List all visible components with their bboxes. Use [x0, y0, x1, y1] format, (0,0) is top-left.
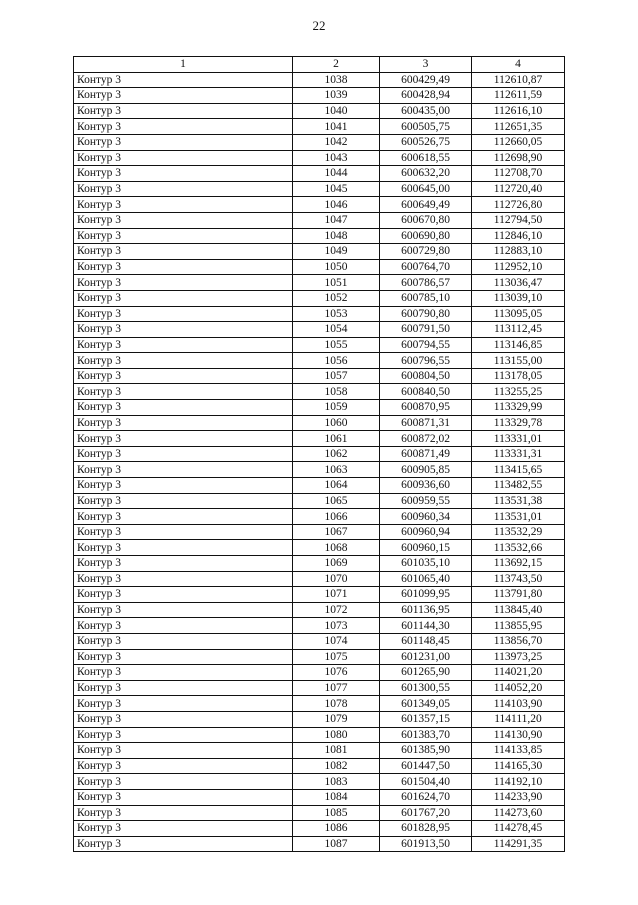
y-coordinate-cell: 114165,30 [472, 758, 565, 774]
y-coordinate-cell: 113532,29 [472, 524, 565, 540]
point-number-cell: 1063 [293, 462, 380, 478]
contour-name-cell: Контур 3 [74, 602, 293, 618]
contour-name-cell: Контур 3 [74, 836, 293, 852]
x-coordinate-cell: 601035,10 [380, 556, 472, 572]
table-row [74, 571, 565, 587]
table-row [74, 228, 565, 244]
table-row [74, 556, 565, 572]
y-coordinate-cell: 113331,01 [472, 431, 565, 447]
point-number-cell: 1038 [293, 72, 380, 88]
x-coordinate-cell: 600649,49 [380, 197, 472, 213]
table-row [74, 805, 565, 821]
point-number-cell: 1082 [293, 758, 380, 774]
table-row [74, 244, 565, 260]
column-header-2: 2 [293, 57, 380, 73]
contour-name-cell: Контур 3 [74, 134, 293, 150]
x-coordinate-cell: 600790,80 [380, 306, 472, 322]
contour-name-cell: Контур 3 [74, 259, 293, 275]
table-row [74, 696, 565, 712]
x-coordinate-cell: 601065,40 [380, 571, 472, 587]
table-row [74, 337, 565, 353]
y-coordinate-cell: 114052,20 [472, 680, 565, 696]
column-header-4: 4 [472, 57, 565, 73]
table-row [74, 368, 565, 384]
x-coordinate-cell: 601624,70 [380, 789, 472, 805]
y-coordinate-cell: 113178,05 [472, 368, 565, 384]
table-row [74, 665, 565, 681]
table-row [74, 727, 565, 743]
table-row [74, 415, 565, 431]
x-coordinate-cell: 601099,95 [380, 587, 472, 603]
table-row [74, 400, 565, 416]
x-coordinate-cell: 601828,95 [380, 821, 472, 837]
contour-name-cell: Контур 3 [74, 400, 293, 416]
y-coordinate-cell: 114130,90 [472, 727, 565, 743]
x-coordinate-cell: 600794,55 [380, 337, 472, 353]
x-coordinate-cell: 600786,57 [380, 275, 472, 291]
point-number-cell: 1064 [293, 478, 380, 494]
y-coordinate-cell: 113095,05 [472, 306, 565, 322]
x-coordinate-cell: 600804,50 [380, 368, 472, 384]
y-coordinate-cell: 112720,40 [472, 181, 565, 197]
table-row [74, 290, 565, 306]
point-number-cell: 1056 [293, 353, 380, 369]
y-coordinate-cell: 113855,95 [472, 618, 565, 634]
y-coordinate-cell: 113482,55 [472, 478, 565, 494]
x-coordinate-cell: 600785,10 [380, 290, 472, 306]
table-row [74, 166, 565, 182]
table-row [74, 446, 565, 462]
y-coordinate-cell: 113845,40 [472, 602, 565, 618]
x-coordinate-cell: 601767,20 [380, 805, 472, 821]
table-row [74, 353, 565, 369]
x-coordinate-cell: 601144,30 [380, 618, 472, 634]
x-coordinate-cell: 600905,85 [380, 462, 472, 478]
point-number-cell: 1080 [293, 727, 380, 743]
contour-name-cell: Контур 3 [74, 306, 293, 322]
contour-name-cell: Контур 3 [74, 462, 293, 478]
x-coordinate-cell: 600959,55 [380, 493, 472, 509]
contour-name-cell: Контур 3 [74, 540, 293, 556]
contour-name-cell: Контур 3 [74, 493, 293, 509]
point-number-cell: 1085 [293, 805, 380, 821]
x-coordinate-cell: 600871,49 [380, 446, 472, 462]
table-row [74, 478, 565, 494]
y-coordinate-cell: 113856,70 [472, 633, 565, 649]
contour-name-cell: Контур 3 [74, 197, 293, 213]
x-coordinate-cell: 600840,50 [380, 384, 472, 400]
table-row [74, 197, 565, 213]
y-coordinate-cell: 112611,59 [472, 88, 565, 104]
table-row [74, 322, 565, 338]
x-coordinate-cell: 600632,20 [380, 166, 472, 182]
point-number-cell: 1046 [293, 197, 380, 213]
table-row [74, 758, 565, 774]
contour-name-cell: Контур 3 [74, 181, 293, 197]
y-coordinate-cell: 113331,31 [472, 446, 565, 462]
contour-name-cell: Контур 3 [74, 587, 293, 603]
table-row [74, 774, 565, 790]
x-coordinate-cell: 601504,40 [380, 774, 472, 790]
point-number-cell: 1086 [293, 821, 380, 837]
y-coordinate-cell: 112651,35 [472, 119, 565, 135]
x-coordinate-cell: 601136,95 [380, 602, 472, 618]
table-row [74, 306, 565, 322]
contour-name-cell: Контур 3 [74, 322, 293, 338]
contour-name-cell: Контур 3 [74, 649, 293, 665]
table-row [74, 789, 565, 805]
point-number-cell: 1073 [293, 618, 380, 634]
contour-name-cell: Контур 3 [74, 509, 293, 525]
y-coordinate-cell: 114103,90 [472, 696, 565, 712]
x-coordinate-cell: 601148,45 [380, 633, 472, 649]
x-coordinate-cell: 601385,90 [380, 743, 472, 759]
table-row [74, 181, 565, 197]
point-number-cell: 1076 [293, 665, 380, 681]
x-coordinate-cell: 600670,80 [380, 212, 472, 228]
point-number-cell: 1055 [293, 337, 380, 353]
contour-name-cell: Контур 3 [74, 571, 293, 587]
x-coordinate-cell: 600435,00 [380, 103, 472, 119]
x-coordinate-cell: 600936,60 [380, 478, 472, 494]
y-coordinate-cell: 114233,90 [472, 789, 565, 805]
point-number-cell: 1060 [293, 415, 380, 431]
x-coordinate-cell: 600764,70 [380, 259, 472, 275]
x-coordinate-cell: 600960,34 [380, 509, 472, 525]
y-coordinate-cell: 112794,50 [472, 212, 565, 228]
point-number-cell: 1042 [293, 134, 380, 150]
y-coordinate-cell: 114133,85 [472, 743, 565, 759]
contour-name-cell: Контур 3 [74, 680, 293, 696]
point-number-cell: 1069 [293, 556, 380, 572]
contour-name-cell: Контур 3 [74, 789, 293, 805]
point-number-cell: 1068 [293, 540, 380, 556]
x-coordinate-cell: 600870,95 [380, 400, 472, 416]
x-coordinate-cell: 601447,50 [380, 758, 472, 774]
table-row [74, 103, 565, 119]
x-coordinate-cell: 600791,50 [380, 322, 472, 338]
contour-name-cell: Контур 3 [74, 727, 293, 743]
point-number-cell: 1075 [293, 649, 380, 665]
point-number-cell: 1043 [293, 150, 380, 166]
table-header [74, 57, 565, 73]
contour-name-cell: Контур 3 [74, 290, 293, 306]
page-number: 22 [312, 18, 326, 33]
contour-name-cell: Контур 3 [74, 150, 293, 166]
contour-name-cell: Контур 3 [74, 665, 293, 681]
contour-name-cell: Контур 3 [74, 275, 293, 291]
point-number-cell: 1058 [293, 384, 380, 400]
table-row [74, 431, 565, 447]
y-coordinate-cell: 114111,20 [472, 711, 565, 727]
point-number-cell: 1066 [293, 509, 380, 525]
table-row [74, 72, 565, 88]
point-number-cell: 1087 [293, 836, 380, 852]
x-coordinate-cell: 601913,50 [380, 836, 472, 852]
point-number-cell: 1039 [293, 88, 380, 104]
contour-name-cell: Контур 3 [74, 72, 293, 88]
x-coordinate-cell: 601300,55 [380, 680, 472, 696]
point-number-cell: 1078 [293, 696, 380, 712]
point-number-cell: 1054 [293, 322, 380, 338]
contour-name-cell: Контур 3 [74, 446, 293, 462]
y-coordinate-cell: 113155,00 [472, 353, 565, 369]
point-number-cell: 1047 [293, 212, 380, 228]
table-row [74, 275, 565, 291]
y-coordinate-cell: 113692,15 [472, 556, 565, 572]
table-row [74, 119, 565, 135]
y-coordinate-cell: 113039,10 [472, 290, 565, 306]
point-number-cell: 1050 [293, 259, 380, 275]
point-number-cell: 1061 [293, 431, 380, 447]
contour-name-cell: Контур 3 [74, 821, 293, 837]
x-coordinate-cell: 600429,49 [380, 72, 472, 88]
x-coordinate-cell: 601383,70 [380, 727, 472, 743]
contour-name-cell: Контур 3 [74, 633, 293, 649]
table-row [74, 493, 565, 509]
table-row [74, 618, 565, 634]
x-coordinate-cell: 601265,90 [380, 665, 472, 681]
point-number-cell: 1072 [293, 602, 380, 618]
point-number-cell: 1081 [293, 743, 380, 759]
point-number-cell: 1067 [293, 524, 380, 540]
x-coordinate-cell: 601349,05 [380, 696, 472, 712]
y-coordinate-cell: 112883,10 [472, 244, 565, 260]
point-number-cell: 1045 [293, 181, 380, 197]
y-coordinate-cell: 114021,20 [472, 665, 565, 681]
contour-name-cell: Контур 3 [74, 212, 293, 228]
table-row [74, 259, 565, 275]
y-coordinate-cell: 114278,45 [472, 821, 565, 837]
x-coordinate-cell: 600729,80 [380, 244, 472, 260]
point-number-cell: 1044 [293, 166, 380, 182]
x-coordinate-cell: 600960,94 [380, 524, 472, 540]
x-coordinate-cell: 600645,00 [380, 181, 472, 197]
contour-name-cell: Контур 3 [74, 618, 293, 634]
point-number-cell: 1052 [293, 290, 380, 306]
point-number-cell: 1057 [293, 368, 380, 384]
column-header-3: 3 [380, 57, 472, 73]
contour-name-cell: Контур 3 [74, 478, 293, 494]
y-coordinate-cell: 112698,90 [472, 150, 565, 166]
point-number-cell: 1040 [293, 103, 380, 119]
point-number-cell: 1048 [293, 228, 380, 244]
y-coordinate-cell: 113329,78 [472, 415, 565, 431]
table-row [74, 633, 565, 649]
y-coordinate-cell: 112610,87 [472, 72, 565, 88]
table-row [74, 88, 565, 104]
x-coordinate-cell: 600960,15 [380, 540, 472, 556]
y-coordinate-cell: 112708,70 [472, 166, 565, 182]
y-coordinate-cell: 113532,66 [472, 540, 565, 556]
contour-name-cell: Контур 3 [74, 524, 293, 540]
point-number-cell: 1074 [293, 633, 380, 649]
y-coordinate-cell: 113415,65 [472, 462, 565, 478]
point-number-cell: 1053 [293, 306, 380, 322]
point-number-cell: 1083 [293, 774, 380, 790]
y-coordinate-cell: 114192,10 [472, 774, 565, 790]
table-row [74, 524, 565, 540]
y-coordinate-cell: 112846,10 [472, 228, 565, 244]
y-coordinate-cell: 113973,25 [472, 649, 565, 665]
contour-name-cell: Контур 3 [74, 368, 293, 384]
point-number-cell: 1079 [293, 711, 380, 727]
coordinates-table [73, 56, 565, 852]
contour-name-cell: Контур 3 [74, 103, 293, 119]
table-row [74, 743, 565, 759]
y-coordinate-cell: 113112,45 [472, 322, 565, 338]
point-number-cell: 1041 [293, 119, 380, 135]
x-coordinate-cell: 600505,75 [380, 119, 472, 135]
table-row [74, 587, 565, 603]
contour-name-cell: Контур 3 [74, 244, 293, 260]
contour-name-cell: Контур 3 [74, 743, 293, 759]
point-number-cell: 1062 [293, 446, 380, 462]
contour-name-cell: Контур 3 [74, 805, 293, 821]
table-row [74, 540, 565, 556]
contour-name-cell: Контур 3 [74, 384, 293, 400]
point-number-cell: 1059 [293, 400, 380, 416]
y-coordinate-cell: 113531,38 [472, 493, 565, 509]
y-coordinate-cell: 113743,50 [472, 571, 565, 587]
contour-name-cell: Контур 3 [74, 711, 293, 727]
point-number-cell: 1071 [293, 587, 380, 603]
contour-name-cell: Контур 3 [74, 353, 293, 369]
contour-name-cell: Контур 3 [74, 228, 293, 244]
table-row [74, 150, 565, 166]
table-row [74, 384, 565, 400]
table-row [74, 462, 565, 478]
y-coordinate-cell: 114291,35 [472, 836, 565, 852]
contour-name-cell: Контур 3 [74, 431, 293, 447]
table-row [74, 711, 565, 727]
contour-name-cell: Контур 3 [74, 774, 293, 790]
y-coordinate-cell: 113329,99 [472, 400, 565, 416]
table-row [74, 602, 565, 618]
table-row [74, 680, 565, 696]
point-number-cell: 1049 [293, 244, 380, 260]
y-coordinate-cell: 112660,05 [472, 134, 565, 150]
x-coordinate-cell: 600690,80 [380, 228, 472, 244]
y-coordinate-cell: 113146,85 [472, 337, 565, 353]
table-row [74, 212, 565, 228]
x-coordinate-cell: 600796,55 [380, 353, 472, 369]
y-coordinate-cell: 113791,80 [472, 587, 565, 603]
x-coordinate-cell: 600428,94 [380, 88, 472, 104]
contour-name-cell: Контур 3 [74, 696, 293, 712]
contour-name-cell: Контур 3 [74, 758, 293, 774]
header-row [74, 57, 565, 73]
table-body [74, 72, 565, 852]
contour-name-cell: Контур 3 [74, 415, 293, 431]
x-coordinate-cell: 600618,55 [380, 150, 472, 166]
column-header-1: 1 [74, 57, 293, 73]
x-coordinate-cell: 600871,31 [380, 415, 472, 431]
contour-name-cell: Контур 3 [74, 119, 293, 135]
y-coordinate-cell: 114273,60 [472, 805, 565, 821]
contour-name-cell: Контур 3 [74, 556, 293, 572]
point-number-cell: 1051 [293, 275, 380, 291]
y-coordinate-cell: 113036,47 [472, 275, 565, 291]
y-coordinate-cell: 113531,01 [472, 509, 565, 525]
contour-name-cell: Контур 3 [74, 166, 293, 182]
y-coordinate-cell: 112726,80 [472, 197, 565, 213]
table-row [74, 821, 565, 837]
x-coordinate-cell: 601357,15 [380, 711, 472, 727]
point-number-cell: 1065 [293, 493, 380, 509]
x-coordinate-cell: 600872,02 [380, 431, 472, 447]
point-number-cell: 1070 [293, 571, 380, 587]
table-row [74, 836, 565, 852]
y-coordinate-cell: 112952,10 [472, 259, 565, 275]
y-coordinate-cell: 113255,25 [472, 384, 565, 400]
point-number-cell: 1077 [293, 680, 380, 696]
table-row [74, 134, 565, 150]
point-number-cell: 1084 [293, 789, 380, 805]
contour-name-cell: Контур 3 [74, 337, 293, 353]
x-coordinate-cell: 600526,75 [380, 134, 472, 150]
contour-name-cell: Контур 3 [74, 88, 293, 104]
table-row [74, 509, 565, 525]
x-coordinate-cell: 601231,00 [380, 649, 472, 665]
table-row [74, 649, 565, 665]
y-coordinate-cell: 112616,10 [472, 103, 565, 119]
